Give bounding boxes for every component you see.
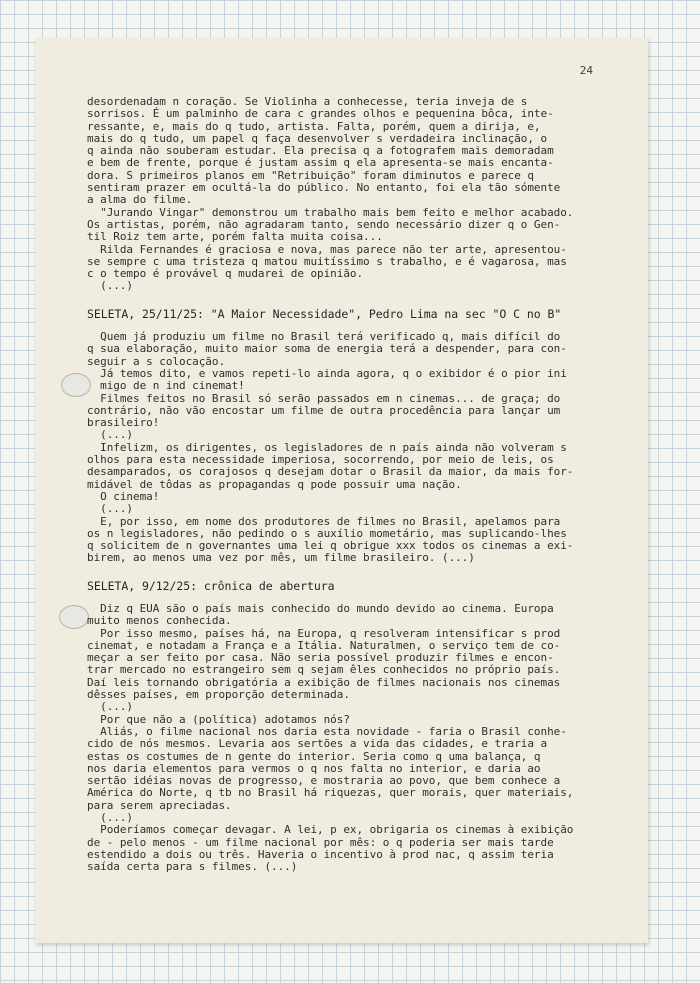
typed-page [35, 38, 648, 943]
text-line: estendido a dois ou três. Haveria o incentivo à prod nac, q assim teria [87, 847, 554, 861]
text-line: América do Norte, q tb no Brasil há riquezas, quer morais, quer materiais, [87, 786, 574, 800]
punch-hole-bottom [59, 605, 89, 629]
text-line: Infelizm, os dirigentes, os legisladores de n país ainda não volveram s [87, 440, 567, 454]
text-line: q ainda não souberam estudar. Ela precisa q a fotografem mais demoradam [87, 144, 554, 158]
text-line: Quem já produziu um filme no Brasil terá verificado q, mais difícil do [87, 330, 561, 344]
text-line: Poderíamos começar devagar. A lei, p ex, obrigaria os cinemas à exibição [87, 823, 574, 837]
typed-text-body [87, 96, 632, 874]
text-line: sertão idéias novas de progresso, e mostraria ao povo, que bem conhece a [87, 774, 561, 788]
text-line: contrário, não vão encostar um filme de outra procedência para lançar um [87, 403, 561, 417]
text-line: Rilda Fernandes é graciosa e nova, mas parece não ter arte, apresentou- [87, 242, 567, 256]
text-line: nos daria elementos para vermos o q nos falta no interior, e daria ao [87, 761, 541, 775]
text-line: til Roiz tem arte, porém falta muita coisa... [87, 230, 383, 244]
text-line: para serem apreciadas. [87, 798, 232, 812]
text-line: os n legisladores, não pedindo o s auxílio mometário, mas suplicando-lhes [87, 526, 567, 540]
section-heading: SELETA, 9/12/25: crônica de abertura [87, 578, 335, 593]
text-line: "Jurando Vingar" demonstrou um trabalho mais bem feito e melhor acabado. [87, 205, 574, 219]
text-line: desamparados, os corajosos q desejam dotar o Brasil da maior, da mais for- [87, 465, 574, 479]
text-line: desordenadam n coração. Se Violinha a conhecesse, teria inveja de s [87, 95, 528, 108]
text-line: Por isso mesmo, países há, na Europa, q resolveram intensificar s prod [87, 626, 561, 640]
text-line: Aliás, o filme nacional nos daria esta novidade - faria o Brasil conhe- [87, 724, 567, 738]
text-line: dora. S primeiros planos em "Retribuição" foram diminutos e parece q [87, 168, 534, 182]
text-line: seguir a s colocação. [87, 354, 226, 368]
text-line: sorrisos. É um palminho de cara c grandes olhos e pequenina bôca, inte- [87, 107, 554, 121]
text-line: cinemat, e notadam a França e a Itália. Naturalmen, o serviço tem de co- [87, 638, 561, 652]
text-line: saída certa para s filmes. (...) [87, 860, 298, 874]
text-line: q sua elaboração, muito maior soma de energia terá a despender, para con- [87, 342, 567, 356]
text-line: Por que não a (política) adotamos nós? [87, 712, 350, 726]
text-line: midável de tôdas as propagandas q pode possuir uma nação. [87, 477, 462, 491]
page-number: 24 [579, 64, 593, 77]
text-line: (...) [87, 700, 134, 714]
text-line: e bem de frente, porque é justam assim q ela apresenta-se mais encanta- [87, 156, 554, 170]
text-line: meçar a ser feito por casa. Não seria possível produzir filmes e encon- [87, 651, 554, 665]
text-line: Filmes feitos no Brasil só serão passados em n cinemas... de graça; do [87, 391, 561, 405]
text-line: (...) [87, 811, 134, 825]
text-line: sentiram prazer em ocultá-la do público. No entanto, foi ela tão sómente [87, 181, 561, 195]
text-line: estas os costumes de n gente do interior. Seria como q uma balança, q [87, 749, 541, 763]
section-heading: SELETA, 25/11/25: "A Maior Necessidade", Pedro Lima na sec "O C no B" [87, 306, 562, 321]
text-line: a alma do filme. [87, 193, 193, 207]
line-gap [87, 293, 632, 308]
text-line: ressante, e, mais do q tudo, artista. Falta, porém, quem a dirija, e, [87, 119, 541, 133]
text-line: cido de nós mesmos. Levaria aos sertões a vida das cidades, e traria a [87, 737, 548, 751]
text-line: de - pelo menos - um filme nacional por mês: o q poderia ser mais tarde [87, 835, 554, 849]
text-line: (...) [87, 279, 134, 293]
text-line: Daí leis tornando obrigatória a exibição de filmes nacionais nos cinemas [87, 675, 561, 689]
text-line: O cinema! [87, 489, 160, 503]
text-line: (...) [87, 428, 134, 442]
text-line: Os artistas, porém, não agradaram tanto, sendo necessário dizer q o Gen- [87, 217, 561, 231]
text-line: birem, ao menos uma vez por mês, um filme brasileiro. (...) [87, 551, 475, 565]
text-line: q solicitem de n governantes uma lei q obrigue xxx todos os cinemas a exi- [87, 539, 574, 553]
text-line: muito menos conhecida. [87, 614, 232, 628]
text-line: Já temos dito, e vamos repeti-lo ainda agora, q o exibidor é o pior ini [87, 366, 567, 380]
text-line: Diz q EUA são o país mais conhecido do mundo devido ao cinema. Europa [87, 601, 554, 615]
line-gap [87, 565, 632, 580]
text-line: brasileiro! [87, 416, 160, 430]
text-line: migo de n ind cinemat! [87, 379, 245, 393]
text-line: dêsses países, em proporção determinada. [87, 688, 350, 702]
text-line: se sempre c uma tristeza q matou muitíssimo s trabalho, e é vagarosa, mas [87, 254, 567, 268]
text-line: (...) [87, 502, 134, 516]
text-line: E, por isso, em nome dos produtores de filmes no Brasil, apelamos para [87, 514, 561, 528]
text-line: c o tempo é provável q mudarei de opinião. [87, 267, 364, 281]
text-line: trar mercado no estrangeiro sem q sejam êles conhecidos no próprio país. [87, 663, 561, 677]
text-line: mais do q tudo, um papel q faça desenvolver s verdadeira inclinação, o [87, 131, 548, 145]
text-line: olhos para esta necessidade imperiosa, socorrendo, por meio de leis, os [87, 453, 554, 467]
